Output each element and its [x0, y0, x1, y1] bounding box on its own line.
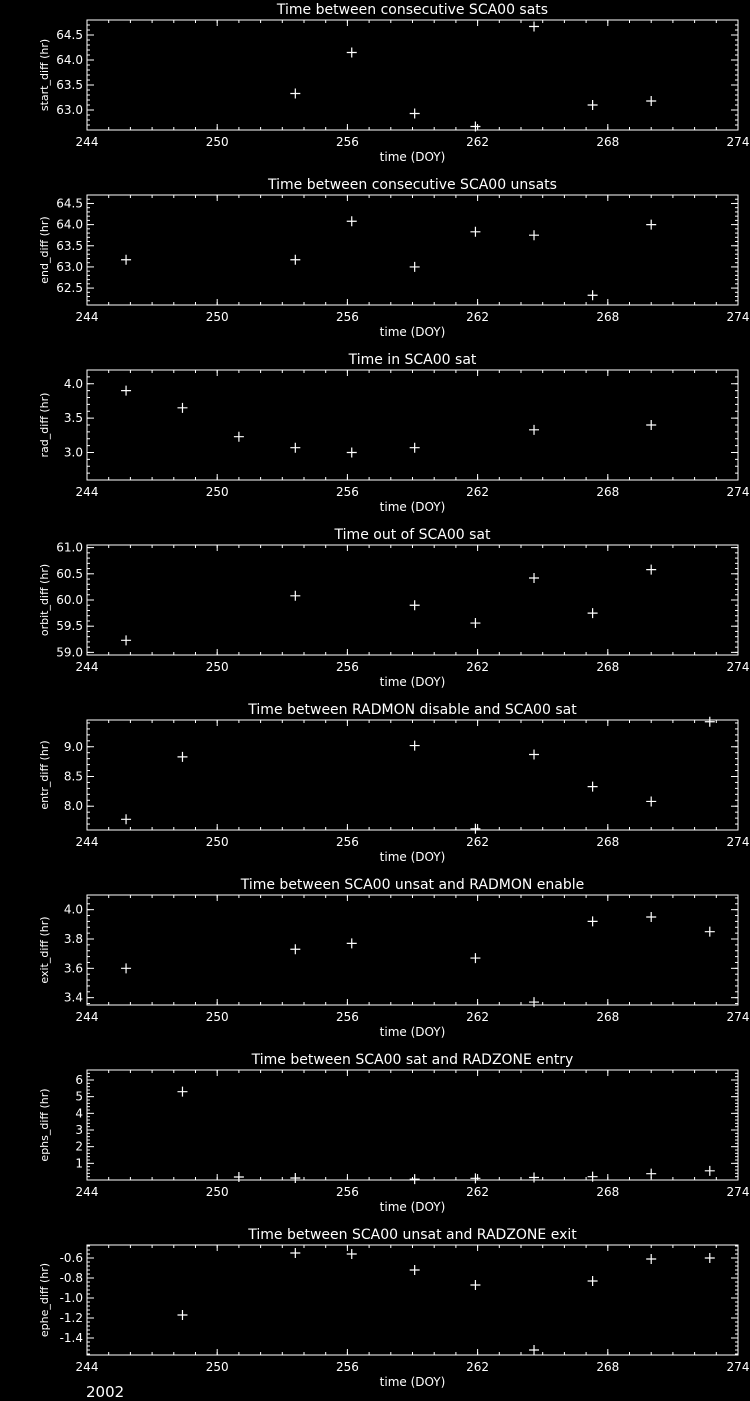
x-tick-label: 274 — [726, 1185, 750, 1199]
data-point — [410, 262, 420, 272]
y-tick-label: -0.8 — [59, 1271, 83, 1285]
x-tick-label: 268 — [596, 310, 620, 324]
data-point — [705, 1253, 715, 1263]
y-tick-label: 60.5 — [56, 566, 83, 581]
x-tick-label: 256 — [335, 1360, 359, 1374]
x-tick-label: 274 — [726, 310, 750, 324]
data-point — [705, 717, 715, 727]
y-tick-label: 64.0 — [56, 217, 83, 232]
y-tick-label: -0.6 — [59, 1251, 83, 1265]
data-point — [121, 255, 131, 265]
plot-frame — [87, 545, 738, 655]
chart-panel-6 — [38, 877, 749, 1039]
data-point — [646, 796, 656, 806]
data-point — [470, 227, 480, 237]
y-tick-label: 2 — [75, 1139, 83, 1154]
y-tick-label: 59.5 — [56, 619, 83, 634]
y-tick-label: 9.0 — [63, 739, 83, 754]
data-point — [347, 216, 357, 226]
y-axis-label: entr_diff (hr) — [38, 740, 51, 810]
data-point — [121, 386, 131, 396]
x-tick-label: 268 — [596, 135, 620, 149]
x-tick-label: 268 — [596, 1010, 620, 1024]
data-point — [290, 443, 300, 453]
y-axis-label: exit_diff (hr) — [38, 916, 51, 984]
y-tick-label: 4.0 — [63, 376, 83, 391]
y-axis-label: start_diff (hr) — [38, 38, 51, 112]
x-tick-label: 250 — [205, 135, 229, 149]
chart-panel-2 — [38, 177, 749, 339]
x-tick-label: 256 — [335, 135, 359, 149]
x-tick-label: 274 — [726, 485, 750, 499]
data-point — [177, 752, 187, 762]
data-point — [588, 100, 598, 110]
x-tick-label: 268 — [596, 660, 620, 674]
data-point — [290, 255, 300, 265]
chart-title: Time between SCA00 sat and RADZONE entry — [251, 1052, 574, 1068]
x-tick-label: 244 — [75, 1010, 99, 1024]
x-tick-label: 244 — [75, 660, 99, 674]
y-tick-label: 61.0 — [56, 540, 83, 555]
data-point — [470, 618, 480, 628]
chart-panel-8 — [38, 1227, 749, 1389]
x-axis-label: time (DOY) — [379, 325, 446, 339]
x-tick-label: 256 — [335, 835, 359, 849]
x-tick-label: 256 — [335, 310, 359, 324]
x-tick-label: 274 — [726, 1360, 750, 1374]
data-point — [705, 927, 715, 937]
data-point — [529, 425, 539, 435]
plot-frame — [87, 895, 738, 1005]
data-point — [646, 220, 656, 230]
y-axis-label: end_diff (hr) — [38, 216, 51, 284]
y-tick-label: 64.0 — [56, 53, 83, 67]
x-tick-label: 262 — [466, 1010, 490, 1024]
data-point — [705, 1166, 715, 1176]
chart-panel-1 — [38, 2, 749, 164]
x-tick-label: 250 — [205, 1360, 229, 1374]
plot-frame — [87, 370, 738, 480]
x-tick-label: 244 — [75, 135, 99, 149]
x-tick-label: 256 — [335, 660, 359, 674]
x-tick-label: 274 — [726, 135, 750, 149]
data-point — [177, 1087, 187, 1097]
y-axis-label: ephs_diff (hr) — [38, 1088, 51, 1162]
y-tick-label: 4.0 — [63, 902, 83, 917]
chart-title: Time between consecutive SCA00 sats — [276, 2, 549, 18]
y-tick-label: 3.4 — [63, 990, 83, 1005]
data-point — [347, 448, 357, 458]
y-tick-label: 59.0 — [56, 645, 83, 660]
data-point — [588, 782, 598, 792]
data-point — [410, 600, 420, 610]
x-tick-label: 268 — [596, 1360, 620, 1374]
data-point — [290, 89, 300, 99]
x-tick-label: 250 — [205, 835, 229, 849]
data-point — [347, 48, 357, 58]
x-tick-label: 262 — [466, 1360, 490, 1374]
y-tick-label: 63.0 — [56, 259, 83, 274]
x-tick-label: 244 — [75, 835, 99, 849]
chart-panel-3 — [38, 352, 749, 514]
y-tick-label: 60.0 — [56, 593, 83, 607]
x-axis-label: time (DOY) — [379, 675, 446, 689]
x-tick-label: 250 — [205, 310, 229, 324]
chart-title: Time between SCA00 unsat and RADMON enable — [240, 877, 585, 893]
y-tick-label: 4 — [75, 1106, 83, 1121]
x-tick-label: 256 — [335, 485, 359, 499]
data-point — [121, 963, 131, 973]
x-axis-label: time (DOY) — [379, 850, 446, 864]
data-point — [529, 997, 539, 1007]
y-tick-label: 63.5 — [56, 238, 83, 253]
y-axis-label: rad_diff (hr) — [38, 392, 51, 458]
data-point — [588, 608, 598, 618]
data-point — [177, 403, 187, 413]
data-point — [470, 1173, 480, 1183]
x-tick-label: 262 — [466, 135, 490, 149]
data-point — [529, 230, 539, 240]
data-point — [646, 912, 656, 922]
data-point — [529, 1345, 539, 1355]
chart-title: Time in SCA00 sat — [348, 352, 477, 368]
chart-title: Time out of SCA00 sat — [334, 527, 491, 543]
data-point — [347, 1249, 357, 1259]
data-point — [588, 290, 598, 300]
chart-panel-7 — [38, 1052, 749, 1214]
y-tick-label: 63.5 — [56, 78, 83, 92]
x-tick-label: 262 — [466, 1185, 490, 1199]
y-tick-label: -1.4 — [59, 1331, 83, 1345]
data-point — [470, 824, 480, 834]
data-point — [646, 420, 656, 430]
x-tick-label: 268 — [596, 835, 620, 849]
chart-panel-5 — [38, 702, 749, 864]
y-tick-label: 63.0 — [56, 103, 83, 117]
data-point — [234, 432, 244, 442]
x-axis-label: time (DOY) — [379, 1200, 446, 1214]
x-tick-label: 244 — [75, 485, 99, 499]
y-tick-label: 64.5 — [56, 196, 83, 211]
y-tick-label: 5 — [75, 1089, 83, 1104]
x-tick-label: 262 — [466, 310, 490, 324]
data-point — [290, 1248, 300, 1258]
x-tick-label: 274 — [726, 835, 750, 849]
x-tick-label: 262 — [466, 485, 490, 499]
data-point — [410, 443, 420, 453]
plot-frame — [87, 195, 738, 305]
x-tick-label: 250 — [205, 1185, 229, 1199]
y-tick-label: 8.0 — [63, 799, 83, 814]
x-tick-label: 262 — [466, 660, 490, 674]
y-tick-label: -1.2 — [59, 1311, 83, 1325]
data-point — [290, 944, 300, 954]
x-axis-label: time (DOY) — [379, 1375, 446, 1389]
data-point — [410, 1174, 420, 1184]
y-tick-label: 3 — [75, 1123, 83, 1137]
x-tick-label: 244 — [75, 310, 99, 324]
x-tick-label: 256 — [335, 1010, 359, 1024]
data-point — [646, 1254, 656, 1264]
x-tick-label: 250 — [205, 1010, 229, 1024]
plot-frame — [87, 1245, 738, 1355]
y-axis-label: orbit_diff (hr) — [38, 563, 51, 637]
data-point — [410, 1265, 420, 1275]
plot-frame — [87, 720, 738, 830]
y-tick-label: 3.6 — [63, 961, 83, 976]
y-tick-label: 6 — [75, 1073, 83, 1087]
data-point — [529, 749, 539, 759]
y-tick-label: 1 — [75, 1156, 83, 1171]
x-axis-label: time (DOY) — [379, 1025, 446, 1039]
data-point — [529, 22, 539, 32]
y-tick-label: -1.0 — [59, 1291, 83, 1305]
chart-title: Time between consecutive SCA00 unsats — [268, 177, 557, 193]
x-tick-label: 244 — [75, 1360, 99, 1374]
data-point — [177, 1310, 187, 1320]
x-tick-label: 250 — [205, 485, 229, 499]
data-point — [410, 741, 420, 751]
data-point — [646, 96, 656, 106]
data-point — [588, 916, 598, 926]
data-point — [529, 573, 539, 583]
x-tick-label: 268 — [596, 485, 620, 499]
x-axis-label: time (DOY) — [379, 150, 446, 164]
data-point — [470, 953, 480, 963]
chart-panel-4 — [38, 527, 749, 689]
data-point — [290, 591, 300, 601]
data-point — [646, 1169, 656, 1179]
data-point — [588, 1276, 598, 1286]
y-tick-label: 64.5 — [56, 28, 83, 42]
x-tick-label: 244 — [75, 1185, 99, 1199]
x-tick-label: 274 — [726, 1010, 750, 1024]
chart-title: Time between SCA00 unsat and RADZONE exit — [248, 1227, 577, 1243]
y-axis-label: ephe_diff (hr) — [38, 1262, 51, 1338]
chart-title: Time between RADMON disable and SCA00 sat — [248, 702, 577, 718]
year-label: 2002 — [86, 1383, 125, 1401]
x-tick-label: 262 — [466, 835, 490, 849]
y-tick-label: 8.5 — [63, 769, 83, 784]
x-tick-label: 250 — [205, 660, 229, 674]
y-tick-label: 62.5 — [56, 281, 83, 296]
data-point — [410, 109, 420, 119]
x-tick-label: 268 — [596, 1185, 620, 1199]
y-tick-label: 3.8 — [63, 932, 83, 946]
data-point — [529, 1173, 539, 1183]
y-tick-label: 3.5 — [63, 411, 83, 426]
data-point — [347, 938, 357, 948]
plot-frame — [87, 1070, 738, 1180]
data-point — [470, 1280, 480, 1290]
x-tick-label: 274 — [726, 660, 750, 674]
y-tick-label: 3.0 — [63, 445, 83, 460]
x-tick-label: 256 — [335, 1185, 359, 1199]
x-axis-label: time (DOY) — [379, 500, 446, 514]
data-point — [646, 565, 656, 575]
data-point — [290, 1173, 300, 1183]
data-point — [121, 635, 131, 645]
data-point — [121, 814, 131, 824]
